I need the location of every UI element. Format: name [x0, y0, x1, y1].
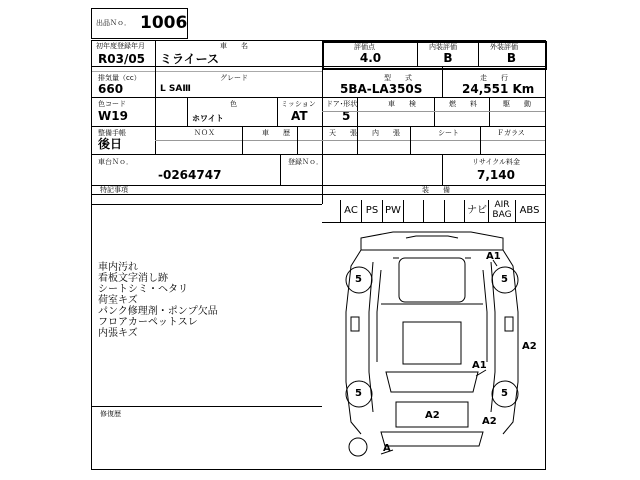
- remark-item: 荷室キズ: [98, 295, 138, 306]
- mileage-value: 24,551 Km: [462, 82, 535, 96]
- lot-number-label: 出品Ｎｏ．: [96, 19, 131, 27]
- door-value: 5: [342, 109, 351, 123]
- equip-abs: ABS: [519, 205, 540, 216]
- repair-history-label: 修復歴: [100, 410, 121, 418]
- remark-item: 内張キズ: [98, 328, 138, 339]
- color-code-label: 色コード: [98, 100, 126, 108]
- interior-grade-label: 内装評価: [429, 43, 457, 51]
- registration-label: 登録Ｎｏ．: [288, 158, 323, 166]
- exterior-grade-label: 外装評価: [490, 43, 518, 51]
- remark-item: 看板文字消し跡: [98, 273, 168, 284]
- remark-item: パンク修理剤・ポンプ欠品: [98, 306, 218, 317]
- lot-number-box: [91, 8, 188, 39]
- recycle-fee-label: リサイクル料金: [472, 158, 521, 166]
- damage-mark: A1: [486, 251, 501, 262]
- seat-label: シート: [438, 129, 459, 137]
- service-book-label: 整備手帳: [98, 129, 126, 137]
- grade-value: L SAⅢ: [160, 84, 191, 94]
- tire-score: 5: [355, 274, 362, 285]
- tire-score: 5: [501, 388, 508, 399]
- mission-value: AT: [291, 109, 308, 123]
- notes-label: 特記事項: [100, 186, 128, 194]
- damage-mark: A2: [425, 410, 440, 421]
- service-book-value: 後日: [98, 137, 123, 151]
- grade-label: グレード: [220, 74, 248, 82]
- drive-label: 駆 動: [503, 100, 531, 108]
- score-value: 4.0: [359, 51, 382, 65]
- mission-label: ミッション: [281, 100, 316, 108]
- car-name-label: 車 名: [220, 42, 248, 50]
- first-registration-value: R03/05: [98, 52, 146, 66]
- equip-ps: PS: [365, 205, 379, 216]
- model-label: 型 式: [384, 74, 412, 82]
- equip-ac: AC: [344, 205, 358, 216]
- car-name-value: ミライース: [160, 52, 220, 66]
- tire-score: 5: [355, 388, 362, 399]
- mileage-label: 走 行: [480, 74, 508, 82]
- remark-item: フロアカーペットスレ: [98, 317, 198, 328]
- remark-item: シートシミ・ヘタリ: [98, 284, 188, 295]
- equipment-label: 装 備: [422, 186, 450, 194]
- chassis-label: 車台Ｎｏ．: [98, 158, 133, 166]
- inspection-label: 車 検: [388, 100, 416, 108]
- equip-airbag: AIR BAG: [492, 200, 512, 220]
- score-label: 評価点: [354, 43, 375, 51]
- equipment-cells: [321, 200, 544, 222]
- equip-pw: PW: [385, 205, 401, 216]
- damage-mark: A: [383, 443, 391, 454]
- interior-lining-label: 内 張: [372, 129, 400, 137]
- chassis-value: -0264747: [158, 168, 222, 182]
- model-value: 5BA-LA350S: [340, 82, 423, 96]
- color-label: 色: [230, 100, 237, 108]
- remark-item: 車内汚れ: [98, 262, 138, 273]
- exterior-grade-value: B: [506, 51, 517, 65]
- recycle-fee-value: 7,140: [477, 168, 515, 182]
- color-code-value: W19: [98, 109, 128, 123]
- interior-grade-value: B: [443, 51, 453, 65]
- car-diagram: [321, 222, 544, 467]
- nox-label: ＮＯＸ: [194, 129, 215, 137]
- roof-lining-label: 天 張: [329, 129, 357, 137]
- first-registration-label: 初年度登録年月: [96, 42, 145, 50]
- fuel-label: 燃 料: [449, 100, 477, 108]
- damage-mark: A2: [482, 416, 497, 427]
- tire-score: 5: [501, 274, 508, 285]
- color-value: ホワイト: [192, 114, 224, 123]
- door-label: ドア･形状: [326, 100, 358, 108]
- displacement-value: 660: [98, 82, 124, 96]
- damage-mark: A2: [522, 341, 537, 352]
- lot-number: 1006: [140, 13, 188, 33]
- damage-mark: A1: [472, 360, 487, 371]
- history-label: 車 歴: [262, 129, 290, 137]
- front-glass-label: Ｆガラス: [497, 129, 525, 137]
- equip-navi: ナビ: [467, 205, 487, 216]
- displacement-label: 排気量（cc）: [98, 74, 141, 82]
